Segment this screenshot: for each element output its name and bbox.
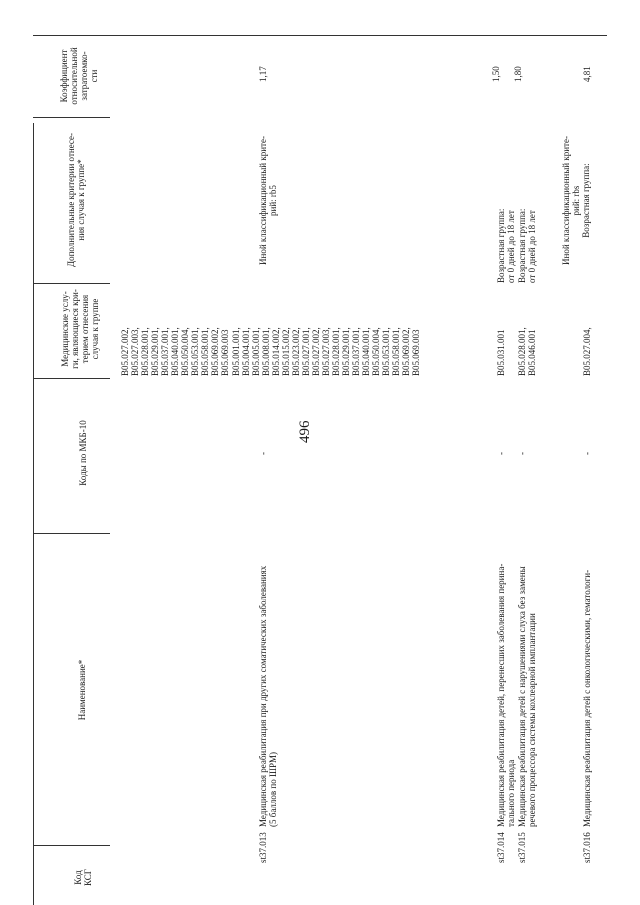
row-coef: 1,80 [513,66,523,82]
row-coef: 1,50 [491,66,501,82]
row-code: st37.015 [517,832,527,863]
row-criteria: Возрастная группа: от 0 дней до 18 лет [517,208,537,283]
row-services: B05.027.004, [582,327,592,376]
header-services: Медицинские услу- ги, являющиеся кри- терием отнесения случая к группе [60,289,100,369]
row-name: Медицинская реабилитация детей с онкологическими, гематологи- [582,569,592,827]
header-name: Наименование* [77,659,87,721]
header-criteria: Дополнительные критерии отнесе- ния случая к группе* [66,132,86,268]
row-coef: 4,81 [582,66,592,82]
row-mkb: - [258,452,268,455]
col-line-mkb-services [33,378,110,379]
row-name: Медицинская реабилитация при других соматических заболеваниях (5 баллов по ШРМ) [258,565,278,827]
row-services: B05.028.001, B05.046.001 [517,327,537,376]
row-coef: 1,17 [258,66,268,82]
row-services: B05.001.001, B05.004.001, B05.005.001, B05.008.001, B05.014.002, B05.015.002, B05.023.002, B05.027.001, B05.027.002, B05.027.003, B05.028.001, B05.029.001, B05.037.001, B05.040.001, B05.050.004, B05.053.001, B05.058.001, B05.069.002, B05.069.003 [231,327,421,376]
row-mkb: - [582,452,592,455]
row-services: B05.031.001 [496,329,506,376]
row-name: Медицинская реабилитация детей с нарушениями слуха без замены речевого процессора системы кохлеарной имплантации [517,566,537,827]
row-criteria: Иной классификационный крите- рий: rb5 [258,136,278,265]
row-name: Медицинская реабилитация детей, перенесших заболевания перина- тального периода [496,563,516,827]
page-number: 496 [297,420,313,443]
row-mkb: - [496,452,506,455]
header-divider [33,123,34,905]
row-criteria: Иной классификационный крите- рий: rbs Возрастная группа: [561,136,591,265]
header-code: Код КСГ [73,869,93,886]
row-code: st37.014 [496,832,506,863]
continued-services-list: B05.027.002, B05.027.003, B05.028.001, B05.029.001, B05.037.001, B05.040.001, B05.050.004, B05.053.001, B05.058.001, B05.069.002, B05.069.003 [120,327,230,376]
col-line-code-name [33,845,110,846]
header-mkb: Коды по МКБ-10 [78,420,88,486]
row-code: st37.016 [582,832,592,863]
row-code: st37.013 [258,832,268,863]
table-top-border [33,35,607,36]
row-criteria: Возрастная группа: от 0 дней до 18 лет [496,208,516,283]
col-line-name-mkb [33,533,110,534]
row-mkb: - [517,452,527,455]
header-coef: Коэффициент относительной затратоемко- сти [59,47,99,105]
